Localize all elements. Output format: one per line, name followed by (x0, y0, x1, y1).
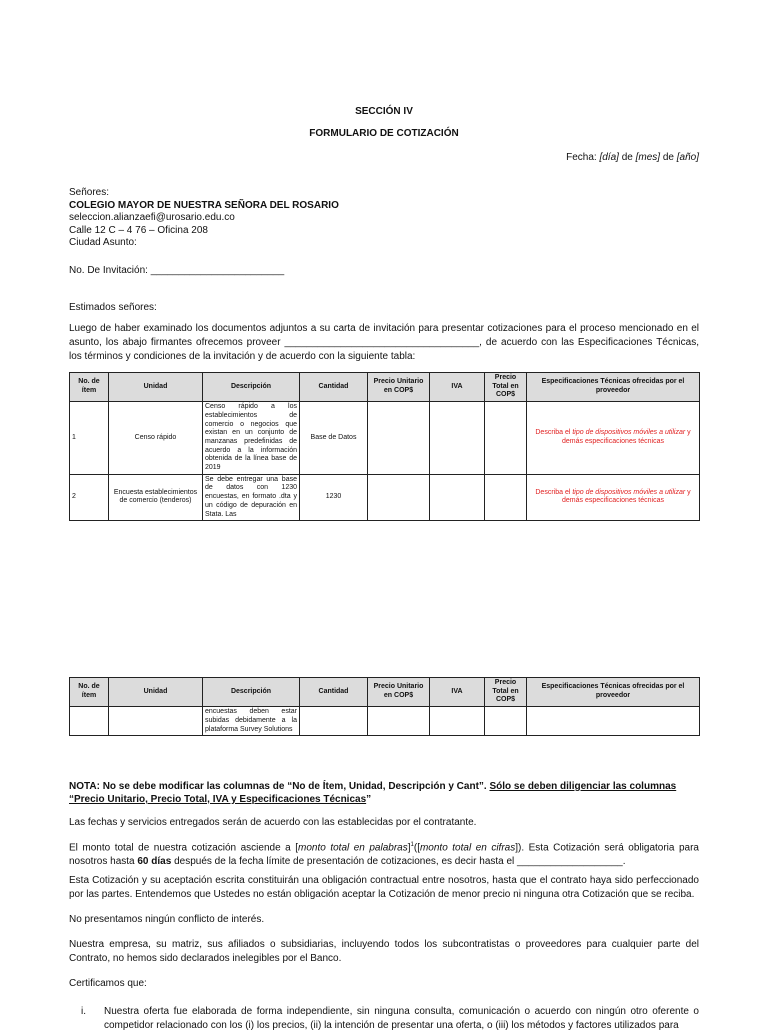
cell-item: 2 (70, 474, 109, 521)
address-block (69, 187, 709, 250)
greeting: Estimados señores: (69, 302, 157, 313)
col-header-unit-price: Precio Unitario en COP$ (368, 678, 430, 707)
cell-total[interactable] (485, 707, 527, 736)
cell-item: 1 (70, 402, 109, 475)
email: seleccion.alianzaefi@urosario.edu.co (69, 212, 235, 223)
col-header-quantity: Cantidad (300, 373, 368, 402)
col-header-item: No. de ítem (70, 678, 109, 707)
cell-unit: Encuesta establecimientos de comercio (tenderos) (109, 474, 203, 521)
cell-description: encuestas deben estar subidas debidamente a la plataforma Survey Solutions (203, 707, 300, 736)
cell-unit: Censo rápido (109, 402, 203, 475)
cell-specs[interactable] (527, 707, 700, 736)
conflicto-paragraph: No presentamos ningún conflicto de interés. (69, 914, 265, 925)
cell-total[interactable] (485, 402, 527, 475)
cell-item (70, 707, 109, 736)
col-header-total: Precio Total en COP$ (485, 678, 527, 707)
table-row (70, 707, 700, 736)
col-header-unit-price: Precio Unitario en COP$ (368, 373, 430, 402)
col-header-specs: Especificaciones Técnicas ofrecidas por el proveedor (527, 678, 700, 707)
section-heading: SECCIÓN IV (355, 106, 413, 117)
certificamos-paragraph: Certificamos que: (69, 978, 147, 989)
col-header-description: Descripción (203, 678, 300, 707)
quotation-table-continued (69, 677, 700, 736)
table-row (70, 402, 700, 475)
item-text: Nuestra oferta fue elaborada de forma independiente, sin ninguna consulta, comunicación o acuerdo con ningún otro oferente o competidor relacionado con los (i) los precios, (ii) la intención de presentar una oferta, o (iii) los métodos y factores utilizados para (104, 1006, 699, 1031)
cell-specs[interactable]: Describa el tipo de dispositivos móviles a utilizar y demás especificaciones técnicas (527, 402, 700, 475)
monto-paragraph: El monto total de nuestra cotización asciende a [monto total en palabras]$^1$([monto total en cifras]). Esta Cotización será obligatoria para nosotros hasta 60 días después de la fecha límite de presentación de cotizaciones, es decir hasta el ___________________. (69, 842, 699, 868)
cell-description: Censo rápido a los establecimientos de comercio o negocios que existan en un conjunto de manzanas predefinidas de acuerdo a la información obtenida de la línea base de 2019 (203, 402, 300, 475)
col-header-description: Descripción (203, 373, 300, 402)
form-title: FORMULARIO DE COTIZACIÓN (309, 128, 459, 139)
cell-description: Se debe entregar una base de datos con 1230 encuestas, en formato .dta y un código de depuración en Stata. Las (203, 474, 300, 521)
col-header-iva: IVA (430, 678, 485, 707)
col-header-specs: Especificaciones Técnicas ofrecidas por el proveedor (527, 373, 700, 402)
cell-iva[interactable] (430, 402, 485, 475)
col-header-iva: IVA (430, 373, 485, 402)
cell-specs[interactable]: Describa el tipo de dispositivos móviles a utilizar y demás especificaciones técnicas (527, 474, 700, 521)
cell-unit-price[interactable] (368, 402, 430, 475)
fechas-paragraph: Las fechas y servicios entregados serán de acuerdo con las establecidas por el contratante. (69, 817, 477, 828)
invitation-number: No. De Invitación: ________________________ (69, 265, 285, 276)
col-header-quantity: Cantidad (300, 678, 368, 707)
table-header-row (70, 678, 700, 707)
col-header-unit: Unidad (109, 678, 203, 707)
col-header-total: Precio Total en COP$ (485, 373, 527, 402)
certification-item (69, 1005, 699, 1031)
intro-paragraph: Luego de haber examinado los documentos adjuntos a su carta de invitación para presentar cotizaciones para el proceso mencionado en el asunto, los abajo firmantes ofrecemos proveer ___________________________________, de acuerdo con las Especificaciones Técnicas, los términos y condiciones de la invitación y de acuerdo con la siguiente tabla: (69, 323, 699, 362)
empresa-paragraph: Nuestra empresa, su matriz, sus afiliados o subsidiarias, incluyendo todos los subcontratistas o proveedores para cualquier parte del Contrato, no hemos sido declarados inelegibles por el Banco. (69, 939, 699, 964)
col-header-unit: Unidad (109, 373, 203, 402)
cell-unit (109, 707, 203, 736)
cell-total[interactable] (485, 474, 527, 521)
cotizacion-paragraph: Esta Cotización y su aceptación escrita constituirán una obligación contractual entre nosotros, hasta que el contrato haya sido perfeccionado por las partes. Entendemos que Ustedes no están obligación aceptar la Cotización de menor precio ni ninguna otra Cotización que se reciba. (69, 875, 699, 900)
date-line: Fecha: [día] de [mes] de [año] (566, 152, 699, 163)
item-number: i. (81, 1006, 86, 1017)
cell-unit-price[interactable] (368, 707, 430, 736)
city-subject: Ciudad Asunto: (69, 237, 137, 248)
quotation-table (69, 372, 700, 521)
street-address: Calle 12 C – 4 76 – Oficina 208 (69, 224, 208, 236)
cell-iva[interactable] (430, 474, 485, 521)
nota-paragraph: NOTA: No se debe modificar las columnas de “No de Ítem, Unidad, Descripción y Cant”. Sólo se deben diligenciar las columnas “Precio Unitario, Precio Total, IVA y Especificaciones Técnicas” (69, 781, 677, 805)
institution-name: COLEGIO MAYOR DE NUESTRA SEÑORA DEL ROSARIO (69, 199, 339, 211)
table-row (70, 474, 700, 521)
cell-unit-price[interactable] (368, 474, 430, 521)
cell-quantity (300, 707, 368, 736)
table-header-row (70, 373, 700, 402)
cell-quantity: Base de Datos (300, 402, 368, 475)
cell-iva[interactable] (430, 707, 485, 736)
cell-quantity: 1230 (300, 474, 368, 521)
col-header-item: No. de ítem (70, 373, 109, 402)
salutation: Señores: (69, 187, 110, 198)
